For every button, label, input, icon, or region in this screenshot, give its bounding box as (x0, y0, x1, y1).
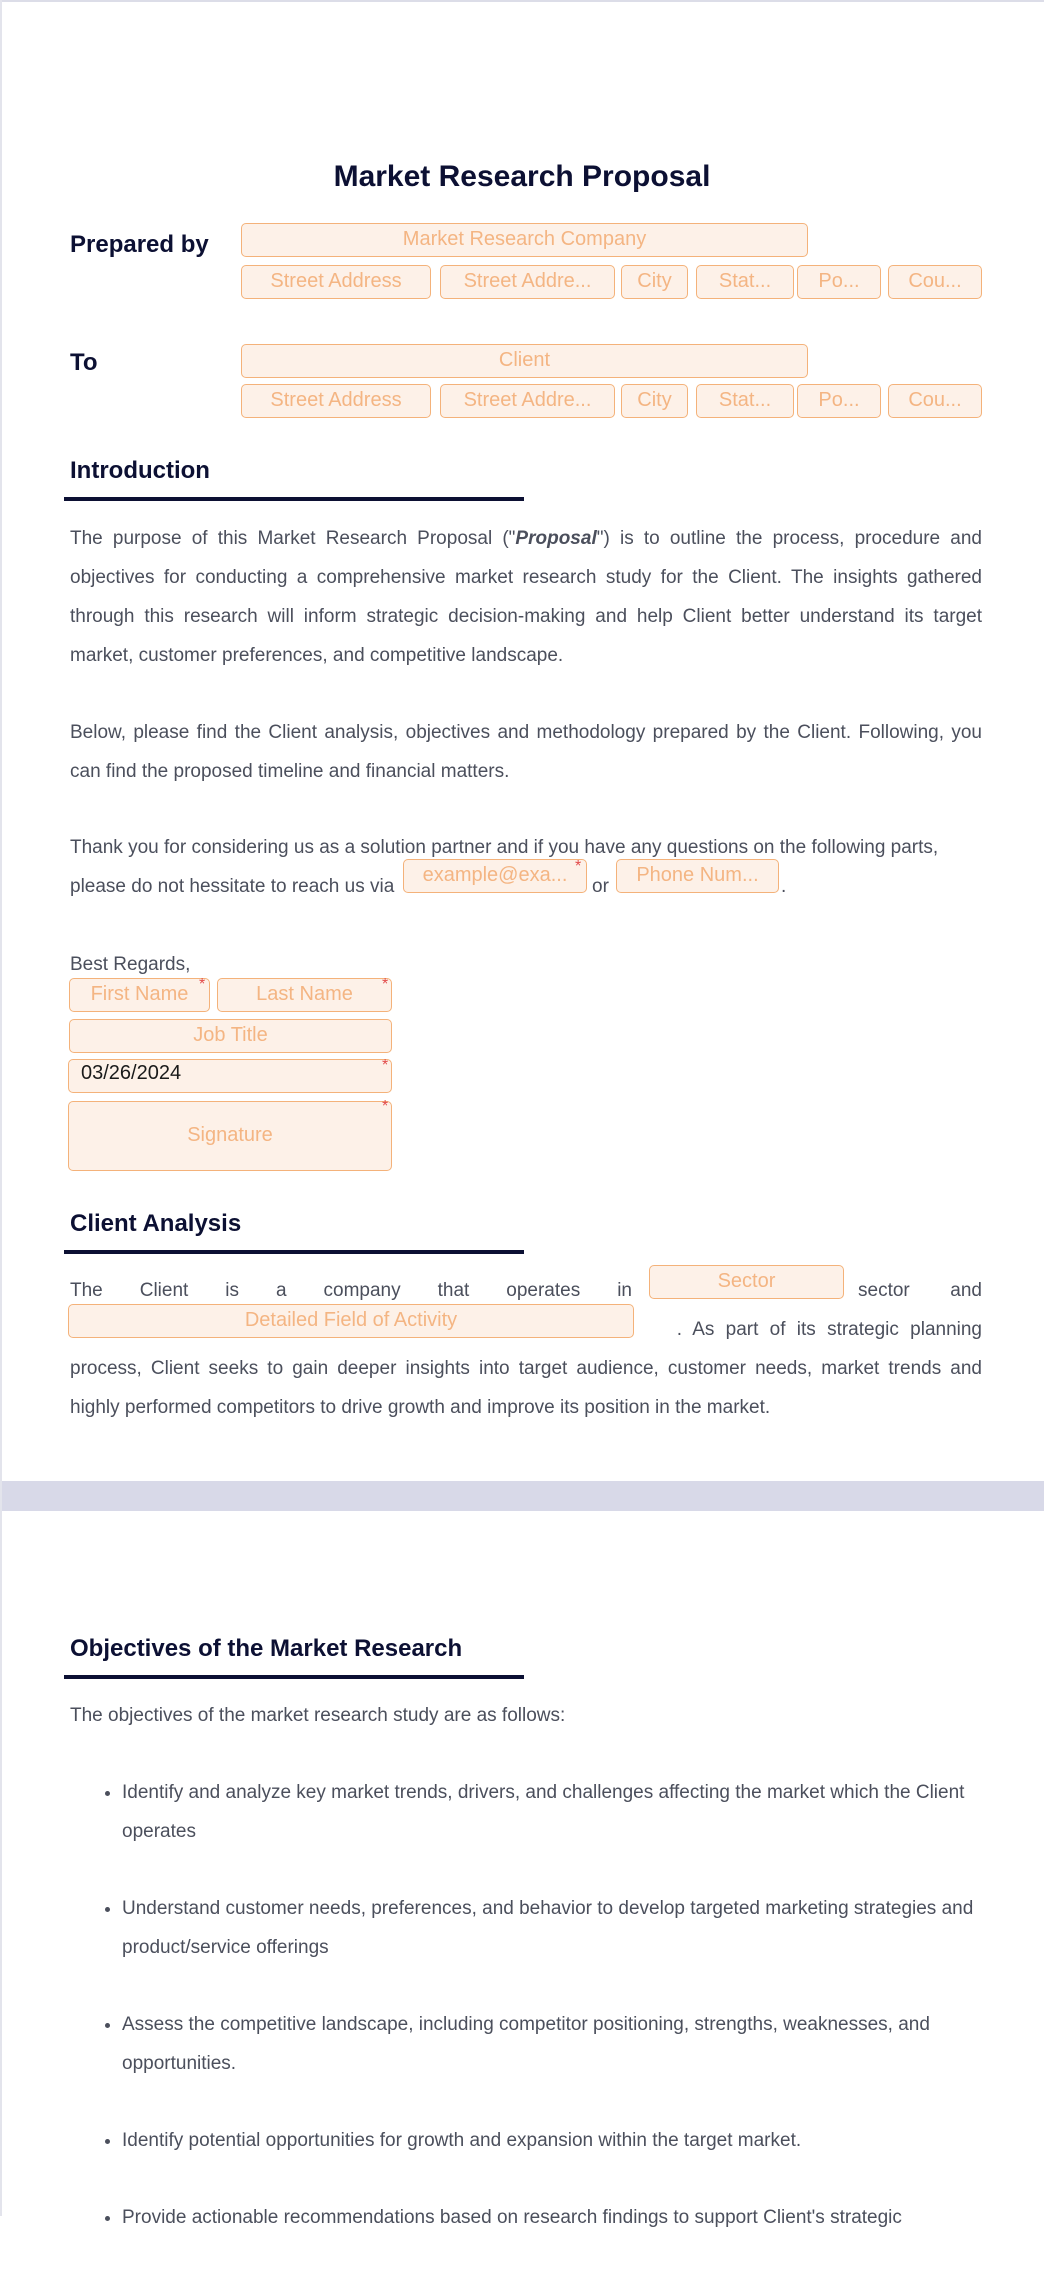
last-name-field[interactable]: Last Name (217, 978, 392, 1012)
introduction-heading: Introduction (70, 457, 210, 484)
page-2 (0, 1511, 1044, 2228)
objectives-intro: The objectives of the market research study are as follows: (70, 1705, 566, 1726)
email-required-mark: * (575, 858, 582, 875)
ca-word: The (70, 1280, 103, 1301)
prepared-by-city-field[interactable]: City (621, 265, 688, 299)
prepared-by-street1-field[interactable]: Street Address (241, 265, 431, 299)
to-country-field[interactable]: Cou... (888, 384, 982, 418)
client-analysis-rule (64, 1250, 524, 1254)
objective-item: • Identify potential opportunities for growth and expansion within the target market. (122, 2121, 990, 2160)
prepared-by-postal-field[interactable]: Po... (797, 265, 881, 299)
client-analysis-line-1-tail (858, 1271, 982, 1310)
to-postal-field[interactable]: Po... (797, 384, 881, 418)
prepared-by-company-field[interactable]: Market Research Company (241, 223, 808, 257)
client-analysis-line-2-tail: . As part of its strategic planning (676, 1319, 982, 1340)
to-state-field[interactable]: Stat... (696, 384, 794, 418)
introduction-paragraph-3-line-2: please do not hessitate to reach us via (70, 876, 395, 897)
ca-word: is (225, 1280, 239, 1301)
left-border (0, 0, 2, 2216)
ca-word: and (950, 1280, 982, 1301)
to-client-field[interactable]: Client (241, 344, 808, 378)
introduction-paragraph-1 (70, 519, 982, 675)
intro-p1-text-a: The purpose of this Market Research Proposal (" (70, 528, 516, 549)
intro-p1-bold: Proposal (515, 528, 597, 549)
objectives-heading: Objectives of the Market Research (70, 1635, 463, 1662)
sector-field[interactable]: Sector (649, 1265, 844, 1299)
ca-word: in (617, 1280, 632, 1301)
or-text: or (592, 876, 609, 897)
objective-item: • Provide actionable recommendations based on research findings to support Client's strategic (122, 2198, 990, 2237)
objectives-list (70, 1773, 990, 2275)
objective-item: • Understand customer needs, preferences, and behavior to develop targeted marketing strategies and product/service offerings (122, 1889, 990, 1967)
ca-word: that (437, 1280, 470, 1301)
job-title-field[interactable]: Job Title (69, 1019, 392, 1053)
last-name-required-mark: * (382, 976, 389, 993)
first-name-field[interactable]: First Name (69, 978, 210, 1012)
ca-word: operates (506, 1280, 581, 1301)
first-name-required-mark: * (199, 976, 206, 993)
signature-pad[interactable]: Signature (68, 1101, 392, 1171)
objective-item: • Assess the competitive landscape, including competitor positioning, strengths, weaknesses, and opportunities. (122, 2005, 990, 2083)
intro-p1-text-b: ") is to outline the process, procedure and objectives for conducting a comprehensive market research study for the Client. The insights gathered through this research will inform strategic decision-making and help Client better understand its target market, customer preferences, and competitive landscape. (70, 528, 982, 666)
to-label: To (70, 349, 98, 376)
document-title: Market Research Proposal (333, 160, 711, 193)
date-required-mark: * (382, 1057, 389, 1074)
to-street2-field[interactable]: Street Addre... (440, 384, 615, 418)
introduction-rule (64, 497, 524, 501)
introduction-paragraph-3-line-1: Thank you for considering us as a solution partner and if you have any questions on the following parts, (70, 837, 939, 858)
objective-item: • Identify and analyze key market trends, drivers, and challenges affecting the market which the Client operates (122, 1773, 990, 1851)
field-of-activity-field[interactable]: Detailed Field of Activity (68, 1304, 634, 1338)
contact-phone-field[interactable]: Phone Num... (616, 859, 779, 893)
ca-word: company (323, 1280, 401, 1301)
prepared-by-street2-field[interactable]: Street Addre... (440, 265, 615, 299)
client-analysis-heading: Client Analysis (70, 1210, 242, 1237)
signature-required-mark: * (382, 1098, 389, 1115)
to-city-field[interactable]: City (621, 384, 688, 418)
date-field[interactable]: 03/26/2024 (68, 1059, 392, 1093)
ca-word: Client (139, 1280, 189, 1301)
prepared-by-label: Prepared by (70, 231, 209, 258)
page-1 (0, 2, 1044, 1481)
prepared-by-state-field[interactable]: Stat... (696, 265, 794, 299)
best-regards-text: Best Regards, (70, 954, 191, 975)
contact-email-field[interactable]: example@exa... (403, 859, 587, 893)
objectives-rule (64, 1675, 524, 1679)
page-separator (0, 1481, 1044, 1511)
ca-word: sector (858, 1280, 910, 1301)
to-street1-field[interactable]: Street Address (241, 384, 431, 418)
introduction-paragraph-2: Below, please find the Client analysis, objectives and methodology prepared by the Client. Following, you can find the proposed timeline and financial matters. (70, 722, 982, 782)
client-analysis-paragraph-rest: process, Client seeks to gain deeper insights into target audience, customer needs, market trends and highly performed competitors to drive growth and improve its position in the market. (70, 1358, 982, 1418)
ca-word: a (275, 1280, 287, 1301)
prepared-by-country-field[interactable]: Cou... (888, 265, 982, 299)
period-text: . (781, 876, 787, 897)
